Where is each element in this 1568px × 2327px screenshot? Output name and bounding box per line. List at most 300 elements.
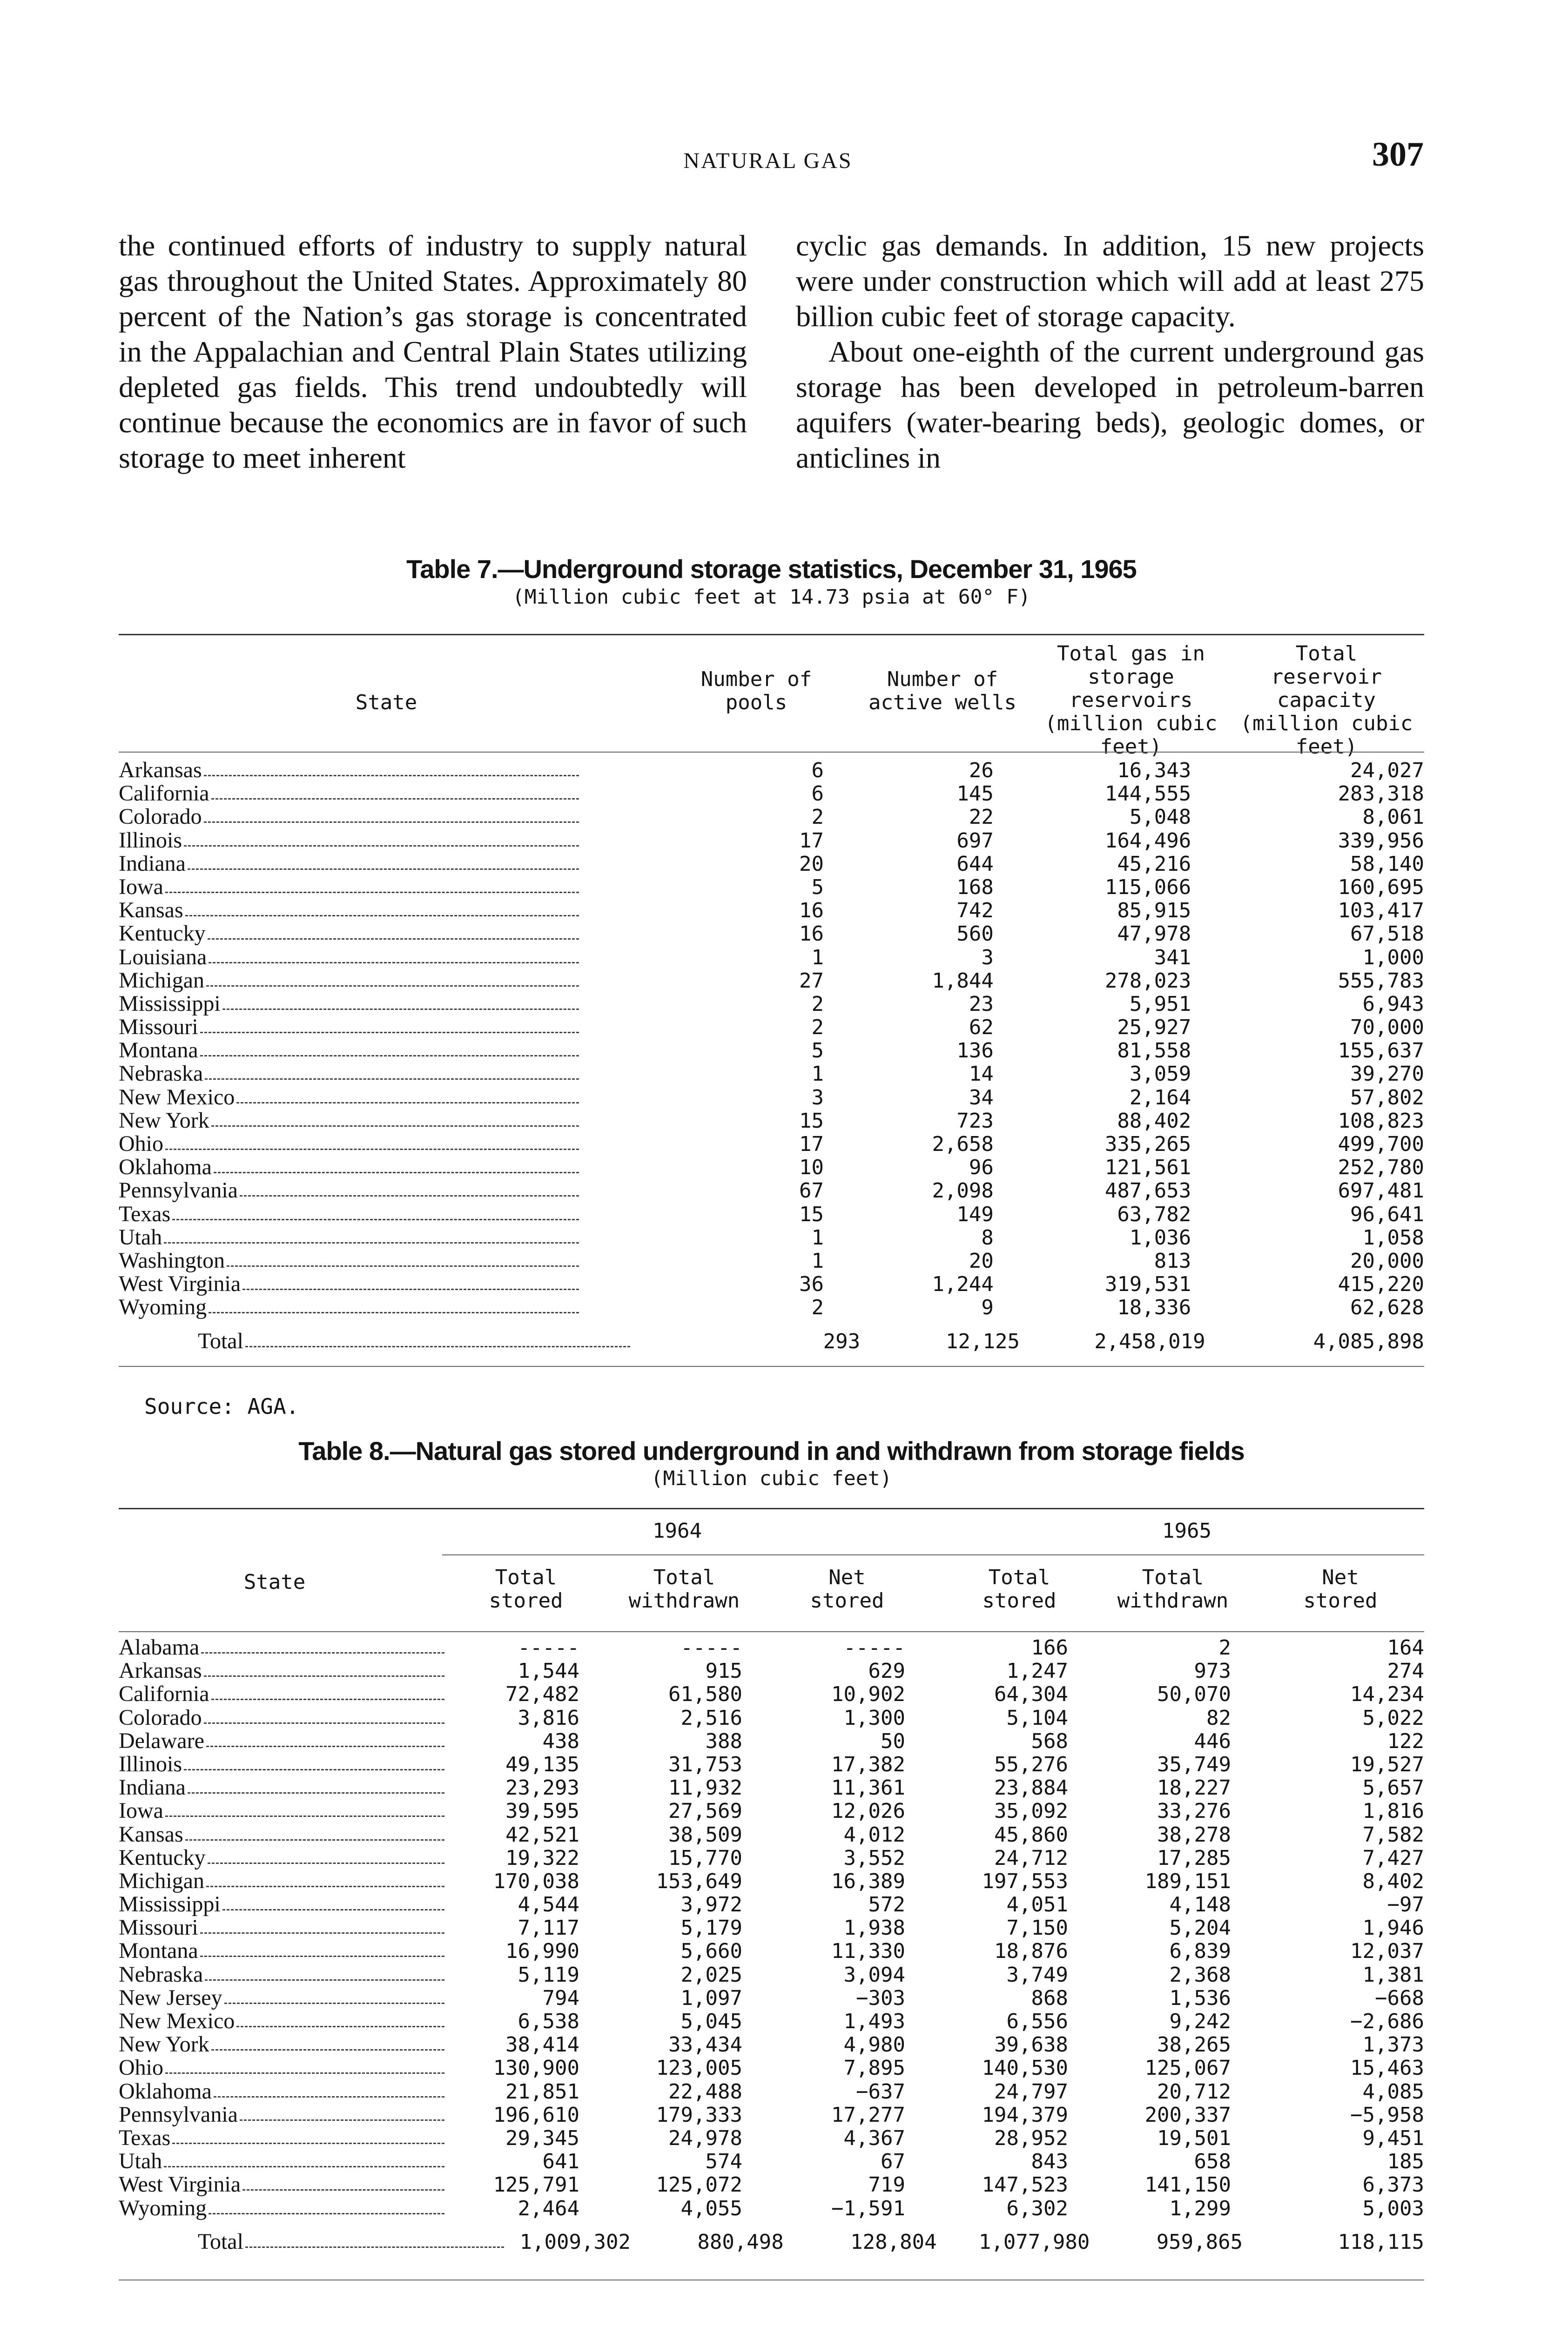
state-name: Missouri	[119, 1016, 198, 1039]
capacity-cell: 103,417	[1338, 899, 1424, 923]
stored-1964-cell: 1,009,302	[519, 2230, 631, 2254]
wells-cell: 560	[956, 922, 994, 946]
state-name: Ohio	[119, 2056, 163, 2080]
state-cell	[119, 1132, 579, 1156]
capacity-cell: 70,000	[1350, 1016, 1424, 1040]
dot-leader	[211, 2049, 444, 2051]
table8-year-rule	[442, 1554, 1424, 1555]
capacity-cell: 1,000	[1362, 945, 1424, 969]
dot-leader	[214, 2096, 444, 2098]
net-1964-cell: 11,361	[831, 1776, 905, 1800]
net-1965-cell: 164	[1387, 1636, 1424, 1660]
state-cell	[119, 759, 579, 782]
state-cell	[119, 1893, 444, 1916]
state-name: Wyoming	[119, 1296, 207, 1319]
withdrawn-1964-cell: 388	[705, 1729, 742, 1753]
state-cell	[119, 1226, 579, 1249]
net-1964-cell: 67	[881, 2150, 905, 2174]
table-row	[119, 1799, 1424, 1823]
pools-cell: 16	[799, 922, 824, 946]
state-name: Alabama	[119, 1636, 200, 1659]
state-name: New York	[119, 1109, 209, 1132]
net-1965-cell: 5,657	[1362, 1776, 1424, 1800]
state-cell	[119, 852, 579, 875]
state-name: New Mexico	[119, 2010, 235, 2033]
stored-1965-cell: 5,104	[1006, 1706, 1068, 1730]
net-1964-cell: 719	[868, 2173, 905, 2197]
state-cell	[119, 1203, 579, 1226]
table-row	[119, 1916, 1424, 1939]
stored-1965-cell: 568	[1031, 1729, 1068, 1753]
withdrawn-1965-cell: 973	[1194, 1659, 1231, 1683]
net-1965-cell: 1,381	[1362, 1963, 1424, 1987]
capacity-cell: 8,061	[1362, 805, 1424, 829]
table7-bottom-rule	[119, 1366, 1424, 1367]
total-gas-cell: 164,496	[1104, 828, 1191, 853]
stored-1965-cell: 24,797	[994, 2079, 1068, 2104]
pools-cell: 2	[811, 1296, 824, 1320]
pools-cell: 1	[811, 1225, 824, 1250]
table7-header-capacity: Total reservoir capacity (million cubic feet)	[1240, 642, 1413, 759]
wells-cell: 8	[981, 1225, 994, 1250]
state-name: Nebraska	[119, 1963, 203, 1986]
stored-1965-cell: 55,276	[994, 1752, 1068, 1776]
table-row	[119, 1296, 1424, 1319]
state-name: New Jersey	[119, 1986, 222, 2010]
wells-cell: 23	[969, 992, 994, 1016]
stored-1965-cell: 166	[1031, 1636, 1068, 1660]
dot-leader	[164, 1242, 579, 1244]
wells-cell: 34	[969, 1085, 994, 1110]
net-1965-cell: 5,022	[1362, 1706, 1424, 1730]
capacity-cell: 555,783	[1338, 968, 1424, 993]
net-1964-cell: 1,493	[843, 2010, 905, 2033]
state-cell	[119, 1086, 579, 1109]
table-row	[119, 1203, 1424, 1226]
net-1965-cell: 15,463	[1350, 2056, 1424, 2080]
pools-cell: 17	[799, 1132, 824, 1156]
wells-cell: 149	[956, 1202, 994, 1226]
state-name: Oklahoma	[119, 2079, 212, 2103]
table-row	[119, 1062, 1424, 1085]
withdrawn-1964-cell: 179,333	[656, 2103, 742, 2127]
withdrawn-1964-cell: 31,753	[668, 1752, 742, 1776]
stored-1964-cell: 794	[542, 1986, 579, 2010]
capacity-cell: 96,641	[1350, 1202, 1424, 1226]
state-cell	[119, 1823, 444, 1846]
stored-1964-cell: 125,791	[493, 2173, 579, 2197]
state-cell	[119, 1659, 444, 1682]
stored-1964-cell: 72,482	[505, 1682, 579, 1707]
withdrawn-1965-cell: 446	[1194, 1729, 1231, 1753]
total-gas-cell: 341	[1154, 945, 1191, 969]
state-name: Michigan	[119, 968, 204, 992]
withdrawn-1965-cell: 18,227	[1157, 1776, 1231, 1800]
stored-1964-cell: 42,521	[505, 1823, 579, 1847]
withdrawn-1964-cell: -----	[680, 1636, 742, 1660]
state-cell	[119, 2103, 444, 2126]
pools-cell: 27	[799, 968, 824, 993]
stored-1964-cell: 4,544	[518, 1893, 579, 1917]
table-row	[119, 1132, 1424, 1156]
dot-leader	[214, 1172, 579, 1173]
state-name: Montana	[119, 1039, 198, 1063]
net-1965-cell: 9,451	[1362, 2126, 1424, 2150]
stored-1965-cell: 35,092	[994, 1799, 1068, 1823]
state-name: Missouri	[119, 1916, 198, 1940]
table-row	[119, 875, 1424, 899]
withdrawn-1965-cell: 9,242	[1169, 2010, 1231, 2033]
total-gas-cell: 3,059	[1129, 1062, 1191, 1086]
capacity-cell: 58,140	[1350, 852, 1424, 876]
dot-leader	[242, 2189, 444, 2191]
withdrawn-1965-cell: 4,148	[1169, 1893, 1231, 1917]
net-1965-cell: 1,373	[1362, 2033, 1424, 2057]
state-cell	[119, 1039, 579, 1062]
table8-header-state: State	[243, 1570, 306, 1594]
stored-1964-cell: 19,322	[505, 1846, 579, 1870]
capacity-cell: 339,956	[1338, 828, 1424, 853]
table-row	[119, 1729, 1424, 1753]
withdrawn-1965-cell: 19,501	[1157, 2126, 1231, 2150]
total-gas-cell: 5,048	[1129, 805, 1191, 829]
dot-leader	[205, 1078, 579, 1080]
table-row	[119, 2080, 1424, 2103]
stored-1965-cell: 28,952	[994, 2126, 1068, 2150]
withdrawn-1964-cell: 33,434	[668, 2033, 742, 2057]
table-row	[119, 899, 1424, 922]
body-column-right	[796, 228, 1424, 476]
table8-header-withdrawn-1965: Total withdrawn	[1117, 1566, 1229, 1613]
state-name: Pennsylvania	[119, 1179, 238, 1203]
capacity-cell: 67,518	[1350, 922, 1424, 946]
net-1964-cell: 50	[881, 1729, 905, 1753]
dot-leader	[206, 985, 579, 987]
table-row	[119, 759, 1424, 782]
state-cell	[119, 1939, 444, 1963]
withdrawn-1965-cell: 200,337	[1144, 2103, 1231, 2127]
withdrawn-1964-cell: 11,932	[668, 1776, 742, 1800]
pools-cell: 1	[811, 1249, 824, 1273]
total-gas-cell: 63,782	[1117, 1202, 1191, 1226]
state-name: Arkansas	[119, 759, 202, 782]
table8-subtitle: (Million cubic feet)	[651, 1467, 892, 1490]
dot-leader	[184, 1769, 444, 1770]
withdrawn-1965-cell: 2,368	[1169, 1963, 1231, 1987]
net-1964-cell: 4,367	[843, 2126, 905, 2150]
state-name: Indiana	[119, 852, 186, 875]
pools-cell: 10	[799, 1156, 824, 1180]
capacity-cell: 697,481	[1338, 1179, 1424, 1203]
state-cell	[119, 1330, 630, 1353]
net-1964-cell: 572	[868, 1893, 905, 1917]
stored-1965-cell: 24,712	[994, 1846, 1068, 1870]
dot-leader	[240, 2119, 444, 2121]
state-cell	[119, 1179, 579, 1202]
pools-cell: 1	[811, 1062, 824, 1086]
stored-1964-cell: 21,851	[505, 2079, 579, 2104]
stored-1964-cell: 438	[542, 1729, 579, 1753]
pools-cell: 1	[811, 945, 824, 969]
table-row	[119, 2173, 1424, 2196]
stored-1965-cell: 140,530	[982, 2056, 1068, 2080]
state-name: Washington	[119, 1249, 225, 1272]
table-row	[119, 852, 1424, 875]
dot-leader	[242, 1289, 579, 1290]
state-cell	[119, 946, 579, 969]
stored-1965-cell: 868	[1031, 1986, 1068, 2010]
state-name: Mississippi	[119, 992, 221, 1016]
table8-header-net-1964: Net stored	[810, 1566, 884, 1613]
stored-1965-cell: 7,150	[1006, 1916, 1068, 1940]
dot-leader	[184, 845, 579, 847]
pools-cell: 6	[811, 759, 824, 782]
withdrawn-1964-cell: 5,045	[680, 2010, 742, 2033]
state-name: Indiana	[119, 1776, 186, 1800]
wells-cell: 9	[981, 1296, 994, 1320]
table-row	[119, 1156, 1424, 1179]
table-row	[119, 2103, 1424, 2126]
state-cell	[119, 969, 579, 992]
wells-cell: 62	[969, 1016, 994, 1040]
pools-cell: 2	[811, 1016, 824, 1040]
capacity-cell: 415,220	[1338, 1272, 1424, 1297]
capacity-cell: 283,318	[1338, 782, 1424, 806]
total-gas-cell: 144,555	[1104, 782, 1191, 806]
table-row	[119, 2033, 1424, 2056]
withdrawn-1965-cell: 5,204	[1169, 1916, 1231, 1940]
state-cell	[119, 2080, 444, 2103]
capacity-cell: 20,000	[1350, 1249, 1424, 1273]
total-gas-cell: 2,164	[1129, 1085, 1191, 1110]
wells-cell: 26	[969, 759, 994, 782]
state-name: West Virginia	[119, 2173, 241, 2197]
dot-leader	[222, 1909, 444, 1910]
dot-leader	[165, 2072, 444, 2074]
withdrawn-1965-cell: 959,865	[1156, 2230, 1243, 2254]
pools-cell: 293	[823, 1329, 861, 1353]
state-name: California	[119, 782, 209, 806]
table8-header-net-1965: Net stored	[1303, 1566, 1378, 1613]
capacity-cell: 1,058	[1362, 1225, 1424, 1250]
table8-header-1964: 1964	[653, 1519, 702, 1543]
stored-1964-cell: 641	[542, 2150, 579, 2174]
withdrawn-1964-cell: 61,580	[668, 1682, 742, 1707]
net-1965-cell: −5,958	[1350, 2103, 1424, 2127]
state-cell	[119, 2150, 444, 2173]
stored-1964-cell: 16,990	[505, 1939, 579, 1964]
table8-header-withdrawn-1964: Total withdrawn	[628, 1566, 740, 1613]
net-1964-cell: 12,026	[831, 1799, 905, 1823]
paragraph: About one-eighth of the current underground gas storage has been developed in petroleum-barren aquifers (water-bearing beds), geologic domes, or anticlines in	[796, 335, 1424, 474]
stored-1965-cell: 843	[1031, 2150, 1068, 2174]
stored-1964-cell: 130,900	[493, 2056, 579, 2080]
total-gas-cell: 335,265	[1104, 1132, 1191, 1156]
pools-cell: 36	[799, 1272, 824, 1297]
pools-cell: 15	[799, 1202, 824, 1226]
net-1965-cell: 4,085	[1362, 2079, 1424, 2104]
paragraph: cyclic gas demands. In addition, 15 new projects were under construction which will add at least 275 billion cubic feet of storage capacity.	[796, 229, 1424, 333]
total-gas-cell: 487,653	[1104, 1179, 1191, 1203]
table7-header-pools: Number of pools	[700, 667, 812, 714]
withdrawn-1964-cell: 574	[705, 2150, 742, 2174]
stored-1964-cell: 38,414	[505, 2033, 579, 2057]
net-1964-cell: 629	[868, 1659, 905, 1683]
total-gas-cell: 115,066	[1104, 875, 1191, 899]
dot-leader	[211, 798, 579, 800]
dot-leader	[209, 962, 579, 963]
table-row	[119, 922, 1424, 945]
pools-cell: 2	[811, 805, 824, 829]
net-1964-cell: −1,591	[831, 2196, 905, 2220]
wells-cell: 1,244	[932, 1272, 994, 1297]
table-row	[119, 1109, 1424, 1132]
stored-1965-cell: 4,051	[1006, 1893, 1068, 1917]
capacity-cell: 39,270	[1350, 1062, 1424, 1086]
net-1965-cell: 185	[1387, 2150, 1424, 2174]
net-1964-cell: 10,902	[831, 1682, 905, 1707]
dot-leader	[165, 1149, 579, 1150]
state-name: Kansas	[119, 1823, 183, 1846]
state-name: Kentucky	[119, 1846, 206, 1870]
wells-cell: 697	[956, 828, 994, 853]
dot-leader	[172, 1219, 579, 1220]
table8-top-rule	[119, 1508, 1424, 1509]
pools-cell: 2	[811, 992, 824, 1016]
state-cell	[119, 1109, 579, 1132]
table7-header-wells: Number of active wells	[868, 667, 1016, 714]
state-name: Wyoming	[119, 2196, 207, 2220]
stored-1964-cell: 170,038	[493, 1869, 579, 1893]
dot-leader	[200, 1032, 579, 1033]
total-gas-cell: 85,915	[1117, 899, 1191, 923]
net-1965-cell: 5,003	[1362, 2196, 1424, 2220]
table-row	[119, 1039, 1424, 1062]
net-1965-cell: 6,373	[1362, 2173, 1424, 2197]
stored-1964-cell: -----	[518, 1636, 579, 1660]
table-row	[119, 2197, 1424, 2220]
table-row	[119, 1636, 1424, 1659]
table-row	[119, 805, 1424, 828]
state-cell	[119, 1870, 444, 1893]
wells-cell: 20	[969, 1249, 994, 1273]
state-cell	[119, 805, 579, 828]
withdrawn-1964-cell: 3,972	[680, 1893, 742, 1917]
dot-leader	[245, 1346, 630, 1347]
stored-1964-cell: 7,117	[518, 1916, 579, 1940]
state-name: Arkansas	[119, 1659, 202, 1683]
table-row	[119, 1939, 1424, 1963]
dot-leader	[185, 1839, 444, 1841]
state-cell	[119, 782, 579, 805]
withdrawn-1964-cell: 1,097	[680, 1986, 742, 2010]
withdrawn-1964-cell: 15,770	[668, 1846, 742, 1870]
table8-header-stored-1965: Total stored	[982, 1566, 1057, 1613]
table-row	[119, 946, 1424, 969]
state-cell	[119, 1963, 444, 1986]
state-cell	[119, 1156, 579, 1179]
state-cell	[119, 1296, 579, 1319]
state-cell	[119, 1753, 444, 1776]
stored-1965-cell: 64,304	[994, 1682, 1068, 1707]
state-cell	[119, 2033, 444, 2056]
pools-cell: 16	[799, 899, 824, 923]
dot-leader	[164, 2166, 444, 2167]
total-gas-cell: 47,978	[1117, 922, 1191, 946]
stored-1964-cell: 6,538	[518, 2010, 579, 2033]
withdrawn-1965-cell: 1,536	[1169, 1986, 1231, 2010]
table7-subtitle: (Million cubic feet at 14.73 psia at 60° F)	[512, 585, 1031, 609]
state-name: Nebraska	[119, 1062, 203, 1086]
table-row	[119, 1846, 1424, 1870]
table-total-row	[119, 1330, 1424, 1353]
dot-leader	[227, 1265, 579, 1267]
state-name: Montana	[119, 1939, 198, 1963]
dot-leader	[206, 1746, 444, 1747]
state-cell	[119, 1776, 444, 1799]
table-row	[119, 1753, 1424, 1776]
stored-1965-cell: 39,638	[994, 2033, 1068, 2057]
stored-1964-cell: 1,544	[518, 1659, 579, 1683]
withdrawn-1964-cell: 5,660	[680, 1939, 742, 1964]
net-1964-cell: −303	[856, 1986, 905, 2010]
state-name: Mississippi	[119, 1893, 221, 1917]
table7-source-note: Source: AGA.	[144, 1394, 299, 1419]
state-cell	[119, 2010, 444, 2033]
dot-leader	[240, 1195, 579, 1197]
pools-cell: 20	[799, 852, 824, 876]
table-row	[119, 1870, 1424, 1893]
dot-leader	[245, 2246, 504, 2248]
state-name: Colorado	[119, 805, 202, 829]
withdrawn-1964-cell: 125,072	[656, 2173, 742, 2197]
net-1964-cell: 17,277	[831, 2103, 905, 2127]
dot-leader	[185, 915, 579, 916]
table-row	[119, 1823, 1424, 1846]
state-cell	[119, 1799, 444, 1823]
net-1965-cell: 8,402	[1362, 1869, 1424, 1893]
withdrawn-1965-cell: 82	[1206, 1706, 1231, 1730]
net-1965-cell: 14,234	[1350, 1682, 1424, 1707]
state-cell	[119, 2056, 444, 2079]
table-row	[119, 2150, 1424, 2173]
state-name: Oklahoma	[119, 1156, 212, 1179]
state-cell	[119, 922, 579, 945]
total-gas-cell: 18,336	[1117, 1296, 1191, 1320]
table-total-row	[119, 2230, 1424, 2253]
stored-1965-cell: 1,077,980	[978, 2230, 1090, 2254]
state-name: Illinois	[119, 1752, 182, 1776]
state-name: Kansas	[119, 899, 183, 922]
table8-header-stored-1964: Total stored	[489, 1566, 563, 1613]
running-head: NATURAL GAS	[683, 148, 853, 173]
pools-cell: 17	[799, 828, 824, 853]
table-row	[119, 1682, 1424, 1706]
capacity-cell: 252,780	[1338, 1156, 1424, 1180]
stored-1965-cell: 194,379	[982, 2103, 1068, 2127]
state-cell	[119, 1272, 579, 1296]
stored-1965-cell: 197,553	[982, 1869, 1068, 1893]
withdrawn-1965-cell: 1,299	[1169, 2196, 1231, 2220]
total-gas-cell: 45,216	[1117, 852, 1191, 876]
table8-body	[119, 1636, 1424, 2253]
wells-cell: 168	[956, 875, 994, 899]
withdrawn-1965-cell: 38,265	[1157, 2033, 1231, 2057]
net-1964-cell: 1,300	[843, 1706, 905, 1730]
withdrawn-1965-cell: 35,749	[1157, 1752, 1231, 1776]
state-cell	[119, 2173, 444, 2196]
withdrawn-1964-cell: 24,978	[668, 2126, 742, 2150]
